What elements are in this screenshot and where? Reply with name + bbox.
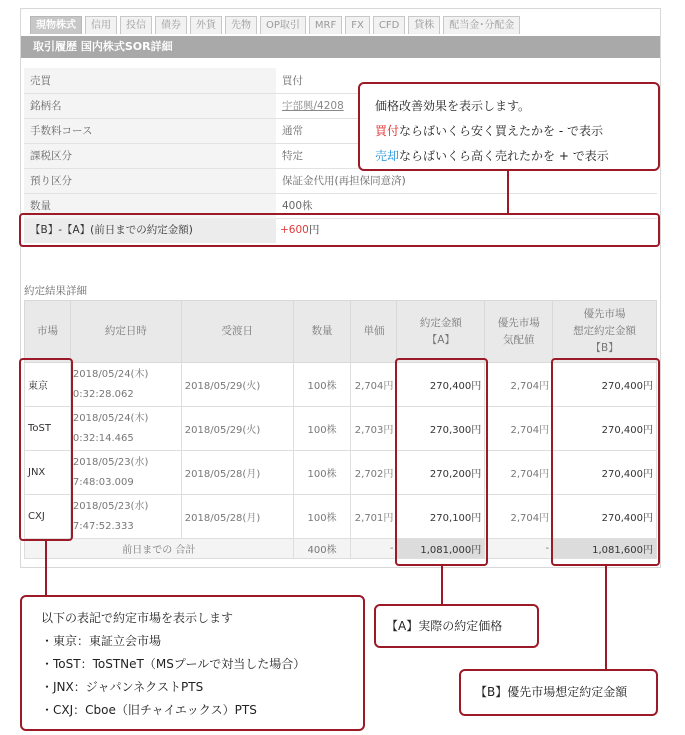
cell-market: JNX xyxy=(25,451,71,495)
price-improvement-amount: +600 xyxy=(280,224,309,236)
amount-column-highlight xyxy=(395,358,488,566)
info-value: 通常 xyxy=(276,118,657,143)
cell-exec-date: 2018/05/23(水) xyxy=(72,500,149,512)
tab-op[interactable]: OP取引 xyxy=(260,16,306,34)
legend-item: ・CXJ：Cboe（旧チャイエックス）PTS xyxy=(41,703,257,717)
cell-amount: 270,100円 xyxy=(397,495,485,539)
cell-exec-time: 7:47:52.333 xyxy=(72,520,134,532)
legend-item: ・ToST：ToSTNeT（MSプールで対当した場合） xyxy=(41,657,306,671)
cell-price: 2,702円 xyxy=(351,451,397,495)
col-amount xyxy=(397,301,485,363)
cell-market: ToST xyxy=(25,407,71,451)
table-header-row xyxy=(25,301,657,363)
b-label-callout xyxy=(459,669,658,716)
tab-kashikabu[interactable]: 貸株 xyxy=(408,16,440,34)
connector-line xyxy=(45,541,47,596)
col-assumed-line2: 想定約定金額 xyxy=(573,325,637,337)
tab-gaika[interactable]: 外貨 xyxy=(190,16,222,34)
cell-price: 2,704円 xyxy=(351,363,397,407)
info-label: 課税区分 xyxy=(24,143,276,168)
price-improvement-callout xyxy=(358,82,660,171)
cell-settle: 2018/05/28(月) xyxy=(181,451,293,495)
cell-best: 2,704円 xyxy=(485,495,553,539)
tab-cfd[interactable]: CFD xyxy=(373,16,405,34)
connector-line xyxy=(507,170,509,215)
connector-line xyxy=(605,566,607,670)
info-label: 預り区分 xyxy=(24,168,276,193)
cell-exec-date: 2018/05/24(木) xyxy=(72,412,149,424)
cell-assumed: 270,400円 xyxy=(553,407,657,451)
cell-qty: 100株 xyxy=(293,363,351,407)
col-assumed-line1: 優先市場 xyxy=(583,308,626,320)
cell-settle: 2018/05/29(火) xyxy=(181,407,293,451)
price-improvement-highlight xyxy=(19,213,660,247)
col-settle-date: 受渡日 xyxy=(181,301,293,363)
b-label: 【B】優先市場想定約定金額 xyxy=(475,685,628,699)
legend-item: ・JNX：ジャパンネクストPTS xyxy=(41,680,204,694)
cell-best: 2,704円 xyxy=(485,407,553,451)
tab-genbutsu[interactable]: 現物株式 xyxy=(30,16,82,34)
sell-text: ならばいくら高く売れたかを + で表示 xyxy=(399,149,609,163)
cell-assumed: 270,400円 xyxy=(553,495,657,539)
cell-exec-datetime xyxy=(70,451,181,495)
tab-shinyo[interactable]: 信用 xyxy=(85,16,117,34)
info-label: 数量 xyxy=(24,193,276,218)
sell-word: 売却 xyxy=(375,149,400,163)
info-value: 特定 xyxy=(276,143,657,168)
col-amount-line1: 約定金額 xyxy=(419,316,462,329)
cell-exec-time: 0:32:14.465 xyxy=(72,432,134,444)
tab-saiken[interactable]: 債券 xyxy=(155,16,187,34)
col-best-line2: 気配値 xyxy=(502,333,535,346)
price-improvement-label: 【B】-【A】(前日までの約定金額) xyxy=(24,218,276,243)
callout-line xyxy=(375,119,658,144)
cell-exec-datetime xyxy=(70,407,181,451)
total-price: - xyxy=(351,539,397,559)
cell-amount: 270,400円 xyxy=(397,363,485,407)
cell-qty: 100株 xyxy=(293,451,351,495)
cell-price: 2,703円 xyxy=(351,407,397,451)
info-value: 買付 xyxy=(276,68,657,93)
total-label: 前日までの 合計 xyxy=(25,539,294,559)
cell-best: 2,704円 xyxy=(485,451,553,495)
tab-haitou[interactable]: 配当金･分配金 xyxy=(443,16,520,34)
legend-title: 以下の表記で約定市場を表示します xyxy=(41,611,234,625)
cell-assumed: 270,400円 xyxy=(553,363,657,407)
total-assumed: 1,081,600円 xyxy=(553,539,657,559)
cell-settle: 2018/05/28(月) xyxy=(181,495,293,539)
info-value: 400株 xyxy=(276,193,657,218)
tab-toshin[interactable]: 投信 xyxy=(120,16,152,34)
cell-amount: 270,300円 xyxy=(397,407,485,451)
tab-mrf[interactable]: MRF xyxy=(309,16,342,34)
cell-market: CXJ xyxy=(25,495,71,539)
callout-line: 価格改善効果を表示します。 xyxy=(375,99,531,113)
cell-market: 東京 xyxy=(25,363,71,407)
total-best: - xyxy=(485,539,553,559)
stock-link[interactable]: 宇部興/4208 xyxy=(282,100,344,112)
tab-sakimono[interactable]: 先物 xyxy=(225,16,257,34)
cell-best: 2,704円 xyxy=(485,363,553,407)
col-assumed xyxy=(553,301,657,363)
col-best-line1: 優先市場 xyxy=(497,316,540,329)
cell-exec-date: 2018/05/23(水) xyxy=(72,456,149,468)
a-label: 【A】実際の約定価格 xyxy=(386,619,503,633)
callout-line xyxy=(375,144,658,169)
cell-amount: 270,200円 xyxy=(397,451,485,495)
a-label-callout xyxy=(374,604,539,648)
info-value: 保証金代用(再担保同意済) xyxy=(276,168,657,193)
col-exec-date: 約定日時 xyxy=(70,301,181,363)
market-legend-callout xyxy=(20,595,365,731)
market-column-highlight xyxy=(19,358,73,541)
col-price: 単価 xyxy=(351,301,397,363)
tab-fx[interactable]: FX xyxy=(345,16,370,34)
cell-qty: 100株 xyxy=(293,407,351,451)
col-best-quote xyxy=(485,301,553,363)
cell-exec-date: 2018/05/24(木) xyxy=(72,368,149,380)
cell-exec-datetime xyxy=(70,495,181,539)
cell-assumed: 270,400円 xyxy=(553,451,657,495)
product-tabs xyxy=(30,16,520,34)
info-label: 銘柄名 xyxy=(24,93,276,118)
col-market: 市場 xyxy=(25,301,71,363)
cell-settle: 2018/05/29(火) xyxy=(181,363,293,407)
price-improvement-unit: 円 xyxy=(308,224,320,236)
section-title: 約定結果詳細 xyxy=(24,285,87,297)
col-amount-line2: 【A】 xyxy=(426,333,455,346)
col-qty: 数量 xyxy=(293,301,351,363)
buy-text: ならばいくら安く買えたかを - で表示 xyxy=(399,124,603,138)
total-amount: 1,081,000円 xyxy=(397,539,485,559)
assumed-column-highlight xyxy=(551,358,660,566)
total-qty: 400株 xyxy=(293,539,351,559)
info-label: 手数料コース xyxy=(24,118,276,143)
cell-exec-datetime xyxy=(70,363,181,407)
cell-price: 2,701円 xyxy=(351,495,397,539)
page-title: 取引履歴 国内株式SOR詳細 xyxy=(21,36,660,58)
col-assumed-line3: 【B】 xyxy=(590,342,619,354)
legend-item: ・東京：東証立会市場 xyxy=(41,634,162,648)
cell-exec-time: 7:48:03.009 xyxy=(72,476,134,488)
cell-exec-time: 0:32:28.062 xyxy=(72,388,134,400)
buy-word: 買付 xyxy=(375,124,400,138)
info-row xyxy=(24,168,657,193)
connector-line xyxy=(441,566,443,605)
info-label: 売買 xyxy=(24,68,276,93)
cell-qty: 100株 xyxy=(293,495,351,539)
